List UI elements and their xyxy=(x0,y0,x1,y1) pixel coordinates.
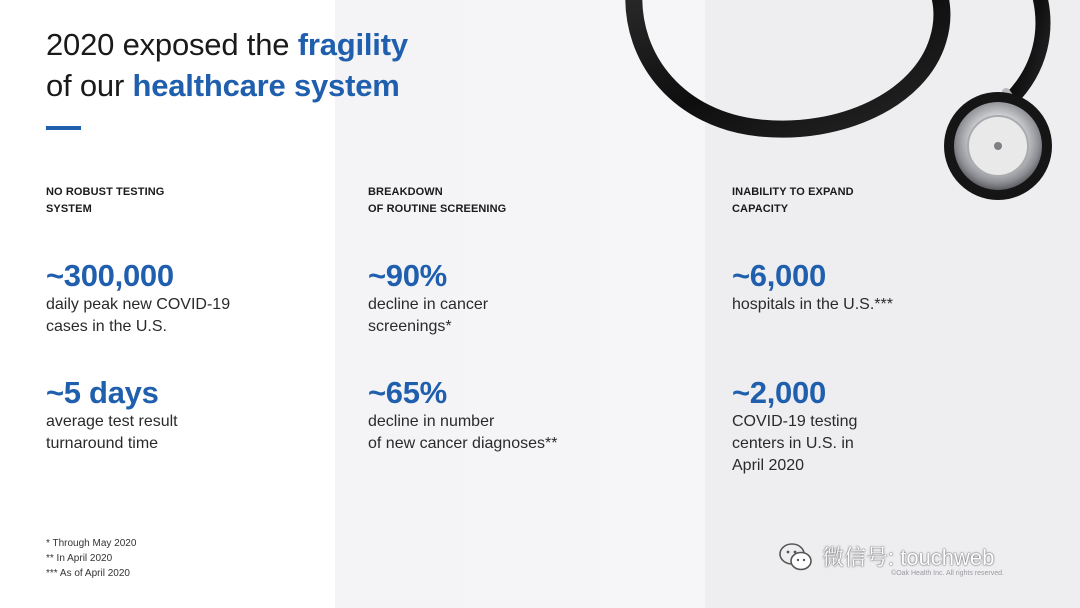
stat-block xyxy=(368,258,648,338)
column-heading: NO ROBUST TESTING SYSTEM xyxy=(46,186,165,215)
title-line-1 xyxy=(46,24,408,65)
stat-block xyxy=(732,375,1012,477)
column-heading: BREAKDOWN OF ROUTINE SCREENING xyxy=(368,186,507,215)
stat-description: decline in cancer screenings* xyxy=(368,296,489,335)
column-heading: INABILITY TO EXPAND CAPACITY xyxy=(732,186,854,215)
stat-description: daily peak new COVID-19 cases in the U.S. xyxy=(46,296,231,335)
stat-value: ~6,000 xyxy=(732,258,826,293)
copyright-text: ©Oak Health Inc. All rights reserved. xyxy=(891,570,1004,577)
stat-value: ~300,000 xyxy=(46,258,174,293)
wechat-icon xyxy=(778,542,814,572)
title-line-1-accent: fragility xyxy=(297,27,408,62)
watermark-text: 微信号: touchweb xyxy=(822,545,995,570)
stat-block xyxy=(46,375,326,455)
footnote: ** In April 2020 xyxy=(46,553,113,564)
title-underline-rule xyxy=(46,126,81,130)
stat-description: decline in number of new cancer diagnoses** xyxy=(368,413,558,452)
stat-description: average test result turnaround time xyxy=(46,413,178,452)
title-line-2-accent: healthcare system xyxy=(132,68,400,103)
title-line-2-plain: of our xyxy=(46,68,133,103)
title-line-2 xyxy=(46,65,408,106)
stat-value: ~90% xyxy=(368,258,447,293)
stethoscope-icon xyxy=(620,0,1080,210)
page-title xyxy=(46,24,408,106)
stat-block xyxy=(732,258,1012,316)
stat-description: hospitals in the U.S.*** xyxy=(732,296,893,313)
stat-block xyxy=(46,258,326,338)
footnote: *** As of April 2020 xyxy=(46,568,130,579)
stat-value: ~5 days xyxy=(46,375,159,410)
watermark xyxy=(778,541,994,572)
title-line-1-plain: 2020 exposed the xyxy=(46,27,298,62)
stat-value: ~65% xyxy=(368,375,447,410)
stat-value: ~2,000 xyxy=(732,375,826,410)
stat-description: COVID-19 testing centers in U.S. in April 2020 xyxy=(732,413,858,474)
footnotes xyxy=(46,536,136,581)
stat-block xyxy=(368,375,648,455)
footnote: * Through May 2020 xyxy=(46,538,137,549)
